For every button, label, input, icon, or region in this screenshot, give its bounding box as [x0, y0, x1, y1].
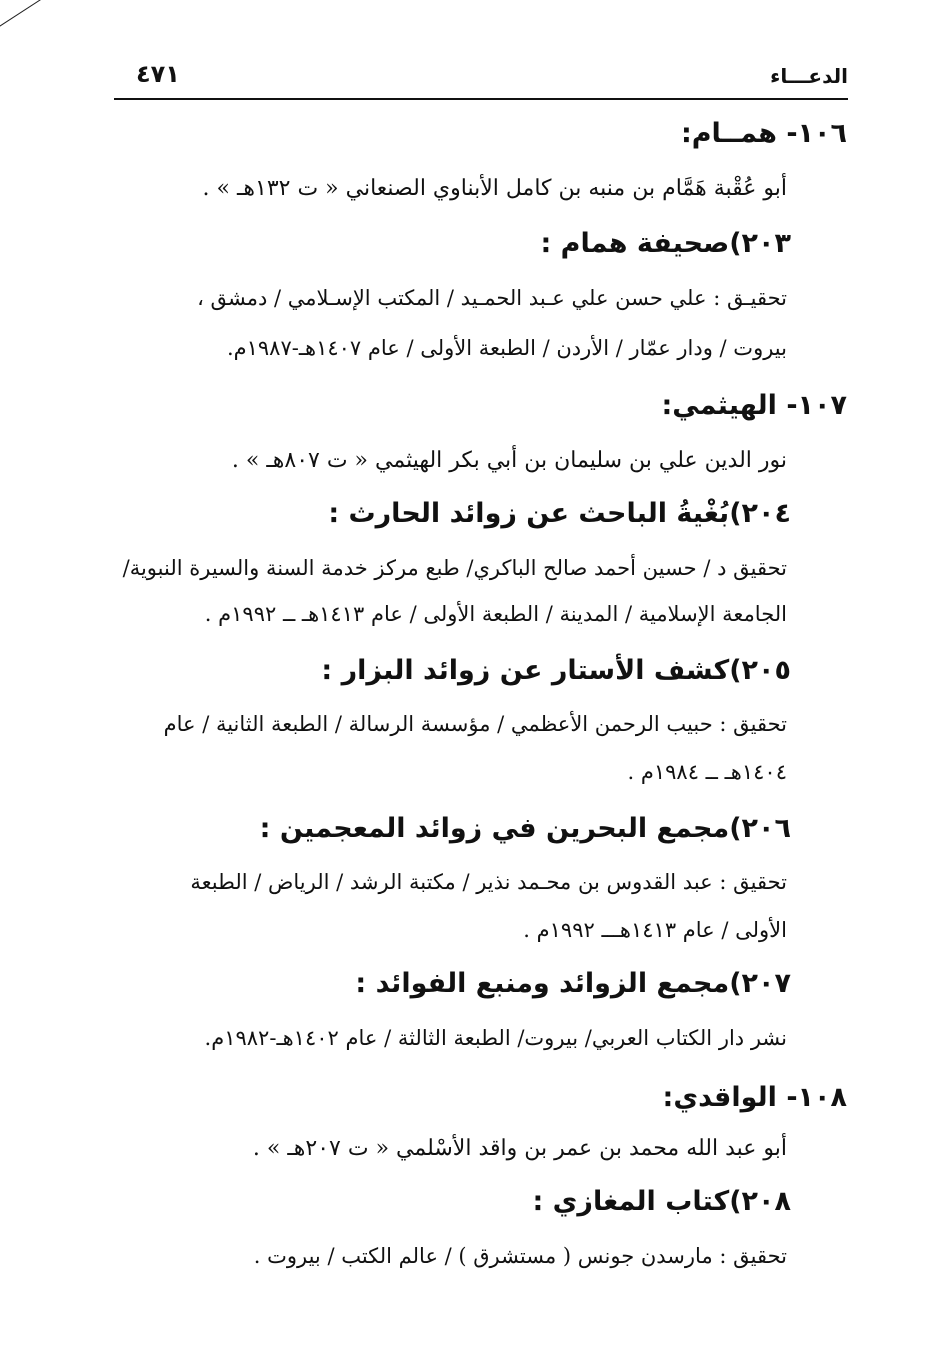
author-heading: ١٠٧- الهيثمي: [661, 390, 847, 421]
work-title: ٢٠٨)كتاب المغازي : [532, 1186, 791, 1217]
work-details-line: الأولى / عام ١٤١٣هـــ ١٩٩٢م . [523, 918, 787, 942]
work-title: ٢٠٥)كشف الأستار عن زوائد البزار : [321, 655, 791, 686]
work-title: ٢٠٣)صحيفة همام : [540, 228, 791, 259]
work-details-line: بيروت / ودار عمّار / الأردن / الطبعة الأولى / عام ١٤٠٧هـ-١٩٨٧م. [226, 336, 787, 360]
author-description: أبو عبد الله محمد بن عمر بن واقد الأسْلمي « ت ٢٠٧هـ » . [252, 1136, 787, 1161]
work-details-line: ١٤٠٤هـ ــ ١٩٨٤م . [627, 760, 787, 784]
running-title: الدعـــاء [770, 64, 848, 88]
work-title: ٢٠٤)بُغْيةُ الباحث عن زوائد الحارث : [328, 498, 791, 529]
work-details-line: نشر دار الكتاب العربي/ بيروت/ الطبعة الثالثة / عام ١٤٠٢هـ-١٩٨٢م. [204, 1026, 787, 1050]
work-details-line: تحقيق : عبد القدوس بن محـمد نذير / مكتبة الرشد / الرياض / الطبعة [190, 870, 787, 894]
page-number: ٤٧١ [136, 60, 180, 88]
author-heading: ١٠٦- همــام: [680, 118, 847, 149]
work-title: ٢٠٦)مجمع البحرين في زوائد المعجمين : [259, 813, 791, 844]
author-description: نور الدين علي بن سليمان بن أبي بكر الهيثمي « ت ٨٠٧هـ » . [231, 448, 787, 473]
author-description: أبو عُقْبة هَمَّام بن منبه بن كامل الأبناوي الصنعاني « ت ١٣٢هـ » . [202, 176, 787, 201]
work-details-line: تحقيـق : علي حسن علي عـبد الحمـيد / المكتب الإسـلامي / دمشق ، [197, 286, 787, 310]
page-header [114, 54, 848, 100]
work-details-line: تحقيق د / حسين أحمد صالح الباكري/ طبع مركز خدمة السنة والسيرة النبوية/ [122, 556, 787, 580]
work-title: ٢٠٧)مجمع الزوائد ومنبع الفوائد : [355, 968, 791, 999]
work-details-line: الجامعة الإسلامية / المدينة / الطبعة الأولى / عام ١٤١٣هـ ــ ١٩٩٢م . [204, 602, 787, 626]
work-details-line: تحقيق : حبيب الرحمن الأعظمي / مؤسسة الرسالة / الطبعة الثانية / عام [163, 712, 787, 736]
work-details-line: تحقيق : مارسدن جونس ( مستشرق ) / عالم الكتب / بيروت . [253, 1244, 787, 1268]
author-heading: ١٠٨- الواقدي: [662, 1082, 847, 1113]
